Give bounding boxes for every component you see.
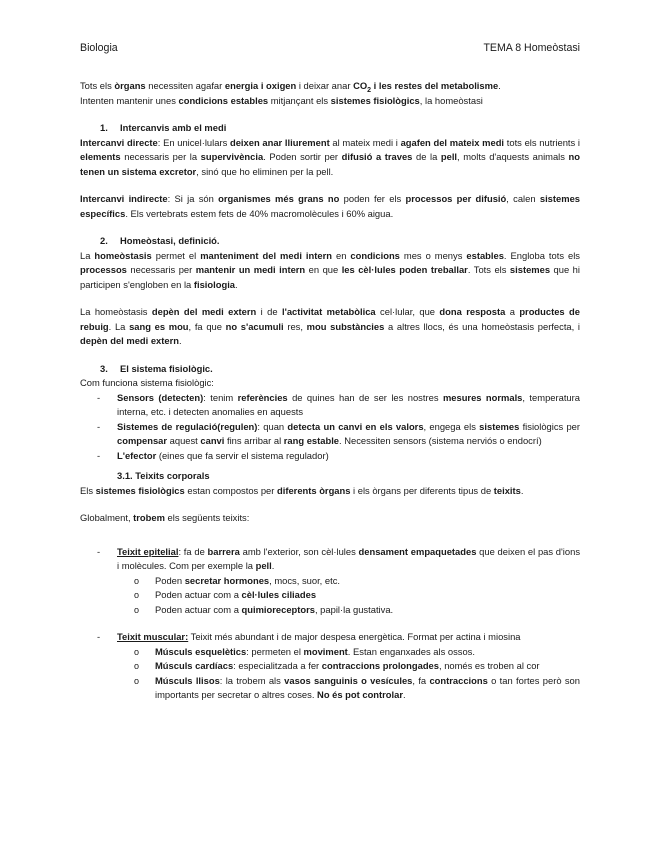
section-3-1-paragraph-1: Els sistemes fisiològics estan compostos per diferents òrgans i els òrgans per diferents tipus de teixits. <box>80 484 524 496</box>
muscular-sublist <box>117 645 580 703</box>
list-item: o Poden actuar com a cèl·lules ciliades <box>80 588 580 603</box>
header-subject: Biologia <box>80 42 118 54</box>
intro-paragraph-1: Tots els òrgans necessiten agafar energia i oxigen i deixar anar $CO_2$ i les restes del metabolisme. <box>80 80 501 94</box>
epithelial-sublist <box>117 574 580 618</box>
section-number: 1. <box>100 122 108 133</box>
header-topic: TEMA 8 Homeòstasi <box>483 42 580 54</box>
section-number: 2. <box>100 235 108 246</box>
list-item: o Músculs llisos: la trobem als vasos sanguinis o vesícules, fa contraccions o tan fortes però son importants per secretar o altres coses. No és pot controlar. <box>80 674 580 703</box>
section-2-paragraph-2: La homeòstasis depèn del medi extern i de l'activitat metabòlica cel·lular, que dona resposta a productes de rebuig. La sang es mou, fa que no s'acumuli res, mou substàncies a altres llocs, és una homeòstasis perfecta, i depèn del medi extern. <box>80 306 581 346</box>
physiological-system-list <box>80 391 580 464</box>
section-title: El sistema fisiològic. <box>120 362 213 374</box>
tissue-list-muscular <box>80 630 580 703</box>
section-number: 3. <box>100 362 108 374</box>
section-3-1-heading: 3.1. Teixits corporals <box>117 470 210 481</box>
section-1-paragraph-1: Intercanvi directe: En unicel·lulars deixen anar lliurement al mateix medi i agafen del mateix medi tots els nutrients i elements necessaris per la supervivència. Poden sortir per difusió a traves de la pell, molts d'aquests animals no tenen un sistema excretor, sinó que ho eliminen per la pell. <box>80 136 581 177</box>
list-item: o Músculs cardíacs: especialitzada a fer contraccions prolongades, només es troben al cor <box>80 659 580 674</box>
section-title: Intercanvis amb el medi <box>120 122 227 133</box>
section-2-paragraph-1: La homeòstasis permet el manteniment del medi intern en condicions mes o menys estables. Engloba tots els processos necessaris per mantenir un medi intern en que les cèl·lules poden treballar. Tots els sistemes que hi participen s'engloben en la fisiologia. <box>80 249 580 290</box>
list-item: o Poden secretar hormones, mocs, suor, etc. <box>80 574 580 589</box>
list-item: o Músculs esquelètics: permeten el moviment. Estan enganxades als ossos. <box>80 645 580 660</box>
section-1-paragraph-2: Intercanvi indirecte: Si ja són organismes més grans no poden fer els processos per difusió, calen sistemes específics. Els vertebrats estem fets de 40% macromolècules i 60% aigua. <box>80 193 580 219</box>
list-item <box>80 545 580 618</box>
section-3-intro: Com funciona sistema fisiològic: <box>80 377 214 388</box>
list-item: - Sensors (detecten): tenim referències de quines han de ser les nostres mesures normals, temperatura interna, etc. i detecten anomalies en aquests <box>80 391 580 420</box>
list-item <box>80 630 580 703</box>
section-1-heading <box>80 121 580 136</box>
section-3-1-paragraph-2: Globalment, trobem els següents teixits: <box>80 512 250 523</box>
epithelial-description: Teixit epitelial: fa de barrera amb l'exterior, son cèl·lules densament empaquetades que deixen el pas d'ions i molècules. Com per exemple la pell. <box>117 545 581 571</box>
section-title: Homeòstasi, definició. <box>120 235 220 246</box>
list-item: - Sistemes de regulació(regulen): quan detecta un canvi en els valors, engega els sistemes fisiològics per compensar aquest canvi fins arribar al rang estable. Necessiten sensors (sistema nerviós o endocrí) <box>80 420 580 449</box>
tissue-list-epithelial <box>80 545 580 618</box>
section-3-heading <box>80 362 580 377</box>
muscular-description: Teixit muscular: Teixit més abundant i de major despesa energètica. Format per actina i miosina <box>117 631 521 642</box>
list-item: o Poden actuar com a quimioreceptors, papil·la gustativa. <box>80 603 580 618</box>
list-item: - L'efector (eines que fa servir el sistema regulador) <box>80 449 580 464</box>
section-2-heading <box>80 234 580 249</box>
document-body <box>80 79 580 703</box>
intro-paragraph-2: Intenten mantenir unes condicions estables mitjançant els sistemes fisiològics, la homeòstasi <box>80 94 483 106</box>
